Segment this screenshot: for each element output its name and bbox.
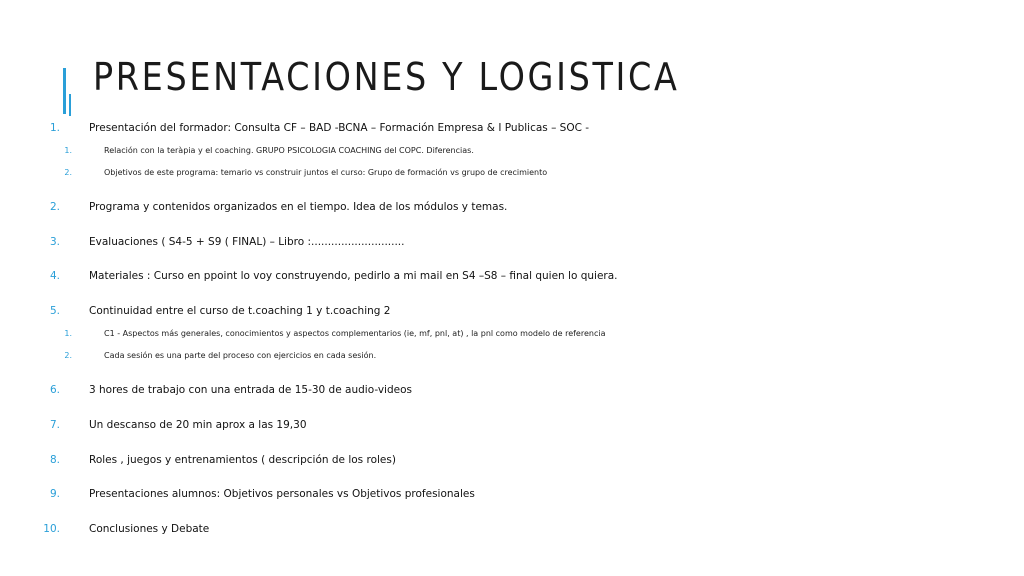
list-item-text: Programa y contenidos organizados en el tiempo. Idea de los módulos y temas. xyxy=(89,201,508,213)
list-item-number: 6. xyxy=(49,384,60,396)
sub-list-item-text: Relación con la teràpia y el coaching. GRUPO PSICOLOGIA COACHING del COPC. Diferencias. xyxy=(104,146,474,155)
sub-list-item-number: 2. xyxy=(64,351,72,360)
list-item-text: Presentación del formador: Consulta CF – BAD -BCNA – Formación Empresa & I Publicas – SOC - xyxy=(89,122,590,134)
sub-list-item-number: 2. xyxy=(64,168,72,177)
sub-list-item-number: 1. xyxy=(64,329,72,338)
list-item-number: 2. xyxy=(49,201,60,213)
list-item-number: 3. xyxy=(49,236,60,248)
list-item-text: 3 hores de trabajo con una entrada de 15-30 de audio-videos xyxy=(89,384,412,396)
sub-list-item-text: Cada sesión es una parte del proceso con ejercicios en cada sesión. xyxy=(104,351,377,360)
list-item-text: Presentaciones alumnos: Objetivos personales vs Objetivos profesionales xyxy=(89,488,475,500)
sub-list-item-text: Objetivos de este programa: temario vs construir juntos el curso: Grupo de formación vs grupo de crecimiento xyxy=(104,168,548,177)
list-item-text: Materiales : Curso en ppoint lo voy construyendo, pedirlo a mi mail en S4 –S8 – final quien lo quiera. xyxy=(89,270,618,282)
list-item-number: 9. xyxy=(49,488,60,500)
list-item-number: 5. xyxy=(49,305,60,317)
list-item-number: 10. xyxy=(43,523,60,535)
list-item-text: Roles , juegos y entrenamientos ( descripción de los roles) xyxy=(89,454,396,466)
sub-list-item-text: C1 - Aspectos más generales, conocimientos y aspectos complementarios (ie, mf, pnl, at) , la pnl como modelo de referencia xyxy=(104,329,606,338)
list-item-number: 4. xyxy=(49,270,60,282)
sub-list-item-number: 1. xyxy=(64,146,72,155)
list-item-text: Conclusiones y Debate xyxy=(89,523,210,535)
list-item-number: 7. xyxy=(49,419,60,431)
list-item-number: 1. xyxy=(49,122,60,134)
list-item-number: 8. xyxy=(49,454,60,466)
list-item-text: Evaluaciones ( S4-5 + S9 ( FINAL) – Libro :............................ xyxy=(89,236,405,248)
list-item-text: Un descanso de 20 min aprox a las 19,30 xyxy=(89,419,307,431)
slide-title: PRESENTACIONES Y LOGISTICA xyxy=(93,55,680,99)
list-item-text: Continuidad entre el curso de t.coaching 1 y t.coaching 2 xyxy=(89,305,391,317)
